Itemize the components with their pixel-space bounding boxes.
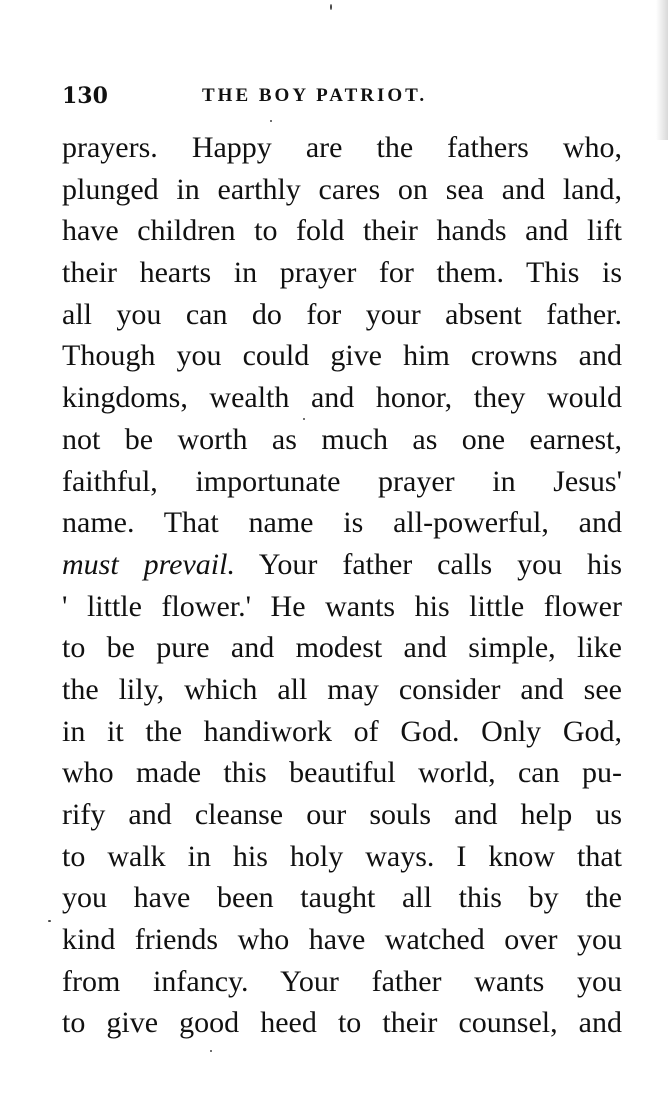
text-line: you have been taught all this by the	[62, 881, 622, 915]
text-line: have children to fold their hands and lift	[62, 214, 622, 248]
body-text	[62, 127, 622, 1044]
text-segment: Your father calls you his	[258, 547, 622, 581]
text-line: from infancy. Your father wants you	[62, 964, 622, 998]
running-head: THE BOY PATRIOT.	[202, 85, 428, 106]
text-line: ' little flower.' He wants his little flower	[62, 589, 622, 623]
text-line: in it the handiwork of God. Only God,	[62, 714, 622, 748]
text-line: rify and cleanse our souls and help us	[62, 798, 622, 831]
page-number: 130	[62, 83, 108, 109]
text-line: Though you could give him crowns and	[62, 339, 622, 373]
text-line: who made this beautiful world, can pu-	[62, 756, 622, 790]
page-edge-shadow	[656, 0, 668, 140]
text-line: to give good heed to their counsel, and	[62, 1006, 622, 1040]
text-line: plunged in earthly cares on sea and land,	[62, 172, 622, 206]
text-line: the lily, which all may consider and see	[62, 672, 622, 706]
text-line: faithful, importunate prayer in Jesus'	[62, 464, 622, 498]
text-line: not be worth as much as one earnest,	[62, 422, 622, 456]
text-line: kingdoms, wealth and honor, they would	[62, 381, 622, 415]
print-speck	[210, 1050, 212, 1052]
italic-phrase: must prevail.	[62, 547, 235, 581]
print-speck	[270, 120, 272, 122]
print-speck	[330, 4, 332, 10]
page-header	[62, 83, 622, 113]
text-line: kind friends who have watched over you	[62, 923, 622, 957]
text-line: to be pure and modest and simple, like	[62, 631, 622, 665]
text-line	[62, 544, 622, 586]
text-line: prayers. Happy are the fathers who,	[62, 131, 622, 164]
text-line: their hearts in prayer for them. This is	[62, 256, 622, 290]
text-line: name. That name is all-powerful, and	[62, 506, 622, 540]
text-line: to walk in his holy ways. I know that	[62, 839, 622, 873]
text-line: all you can do for your absent father.	[62, 297, 622, 331]
print-speck	[48, 920, 51, 922]
